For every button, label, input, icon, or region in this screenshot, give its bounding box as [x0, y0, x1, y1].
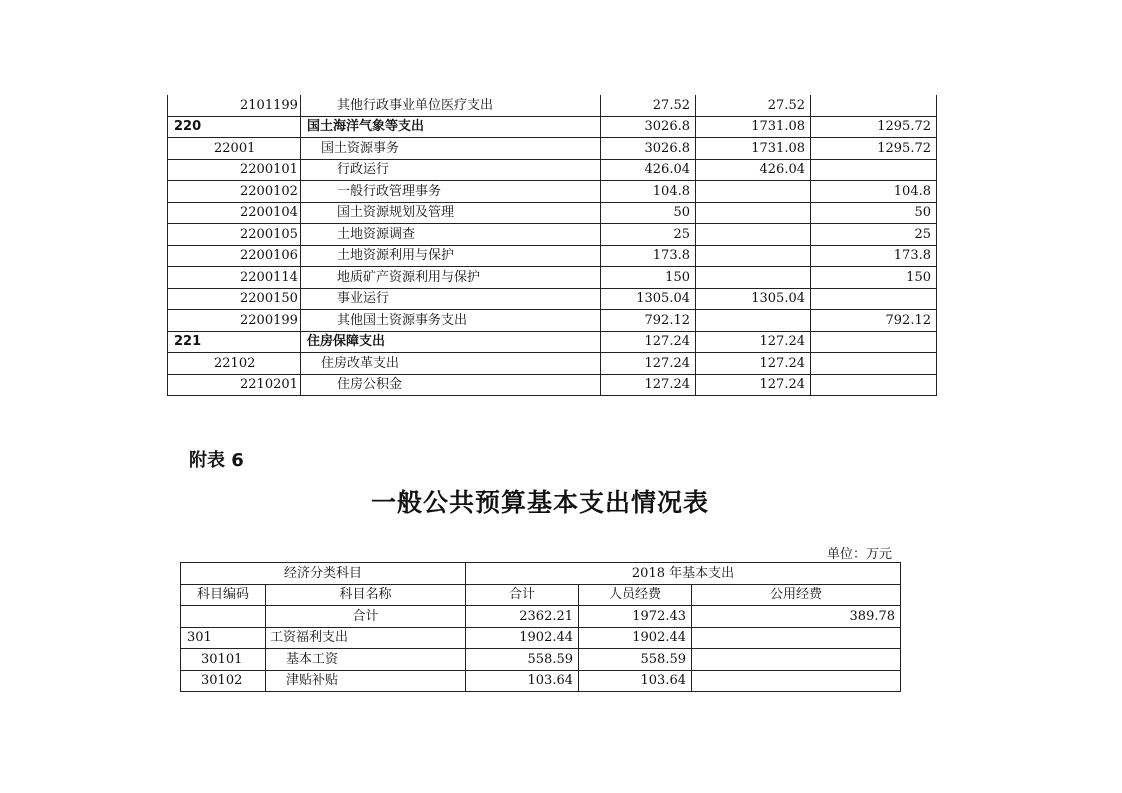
cell-total: 127.24 — [601, 374, 696, 396]
cell-total: 173.8 — [601, 245, 696, 267]
cell-project: 173.8 — [811, 245, 937, 267]
cell-public — [692, 627, 901, 649]
cell-total: 150 — [601, 267, 696, 289]
cell-code: 2200102 — [168, 181, 301, 203]
table-row — [168, 245, 937, 267]
cell-name: 国土海洋气象等支出 — [301, 116, 601, 138]
cell-public — [692, 670, 901, 692]
expenditure-table-continued — [167, 95, 937, 396]
total-row-total: 2362.21 — [466, 606, 579, 628]
cell-personnel: 1902.44 — [579, 627, 692, 649]
table-row — [168, 374, 937, 396]
cell-code: 2200199 — [168, 310, 301, 332]
cell-total: 50 — [601, 202, 696, 224]
cell-total: 1305.04 — [601, 288, 696, 310]
cell-basic: 127.24 — [696, 331, 811, 353]
cell-project — [811, 331, 937, 353]
cell-personnel: 558.59 — [579, 649, 692, 671]
table-header-row — [181, 584, 901, 606]
cell-total: 103.64 — [466, 670, 579, 692]
header-name: 科目名称 — [266, 584, 466, 606]
cell-basic: 127.24 — [696, 374, 811, 396]
cell-name: 国土资源事务 — [301, 138, 601, 160]
table-row — [168, 138, 937, 160]
cell-code: 220 — [168, 116, 301, 138]
cell-name: 土地资源调查 — [301, 224, 601, 246]
expenditure-table-body — [168, 95, 937, 396]
cell-name: 住房保障支出 — [301, 331, 601, 353]
cell-total: 1902.44 — [466, 627, 579, 649]
cell-name: 地质矿产资源利用与保护 — [301, 267, 601, 289]
cell-personnel: 103.64 — [579, 670, 692, 692]
cell-project — [811, 288, 937, 310]
table-row — [168, 95, 937, 116]
unit-label: 单位：万元 — [826, 547, 892, 562]
cell-name: 其他行政事业单位医疗支出 — [301, 95, 601, 116]
table-row — [168, 181, 937, 203]
header-total: 合计 — [466, 584, 579, 606]
total-row-code — [181, 606, 266, 628]
cell-total: 426.04 — [601, 159, 696, 181]
cell-project — [811, 374, 937, 396]
table-row — [181, 670, 901, 692]
cell-total: 25 — [601, 224, 696, 246]
header-public: 公用经费 — [692, 584, 901, 606]
cell-project: 1295.72 — [811, 116, 937, 138]
total-row — [181, 606, 901, 628]
cell-basic — [696, 267, 811, 289]
table-row — [181, 627, 901, 649]
cell-name: 行政运行 — [301, 159, 601, 181]
cell-total: 127.24 — [601, 331, 696, 353]
cell-code: 2200150 — [168, 288, 301, 310]
total-row-personnel: 1972.43 — [579, 606, 692, 628]
table-row — [181, 649, 901, 671]
table-row — [168, 159, 937, 181]
cell-total: 3026.8 — [601, 116, 696, 138]
cell-code: 2200104 — [168, 202, 301, 224]
cell-code: 2200106 — [168, 245, 301, 267]
cell-code: 221 — [168, 331, 301, 353]
cell-code: 2200114 — [168, 267, 301, 289]
cell-project — [811, 95, 937, 116]
cell-total: 104.8 — [601, 181, 696, 203]
cell-basic — [696, 245, 811, 267]
cell-code: 2200101 — [168, 159, 301, 181]
cell-project — [811, 159, 937, 181]
cell-name: 事业运行 — [301, 288, 601, 310]
cell-name: 国土资源规划及管理 — [301, 202, 601, 224]
header-economic-classification: 经济分类科目 — [181, 563, 466, 585]
cell-basic: 1731.08 — [696, 138, 811, 160]
cell-name: 土地资源利用与保护 — [301, 245, 601, 267]
basic-expenditure-table-body — [181, 563, 901, 692]
cell-basic: 127.24 — [696, 353, 811, 375]
table-row — [168, 288, 937, 310]
total-row-label: 合计 — [266, 606, 466, 628]
cell-basic — [696, 224, 811, 246]
cell-basic — [696, 181, 811, 203]
cell-name: 其他国土资源事务支出 — [301, 310, 601, 332]
cell-total: 558.59 — [466, 649, 579, 671]
table-header-group-row — [181, 563, 901, 585]
cell-code: 22102 — [168, 353, 301, 375]
cell-name: 住房公积金 — [301, 374, 601, 396]
cell-name: 一般行政管理事务 — [301, 181, 601, 203]
cell-name: 津贴补贴 — [266, 670, 466, 692]
cell-name: 住房改革支出 — [301, 353, 601, 375]
cell-total: 792.12 — [601, 310, 696, 332]
cell-project: 792.12 — [811, 310, 937, 332]
cell-code: 301 — [181, 627, 266, 649]
cell-project: 104.8 — [811, 181, 937, 203]
cell-project: 50 — [811, 202, 937, 224]
cell-name: 工资福利支出 — [266, 627, 466, 649]
table-row — [168, 224, 937, 246]
cell-total: 27.52 — [601, 95, 696, 116]
cell-basic: 1305.04 — [696, 288, 811, 310]
cell-project: 1295.72 — [811, 138, 937, 160]
cell-code: 2200105 — [168, 224, 301, 246]
header-code: 科目编码 — [181, 584, 266, 606]
cell-code: 30102 — [181, 670, 266, 692]
cell-code: 30101 — [181, 649, 266, 671]
cell-name: 基本工资 — [266, 649, 466, 671]
table-row — [168, 310, 937, 332]
cell-basic: 1731.08 — [696, 116, 811, 138]
cell-project: 25 — [811, 224, 937, 246]
table-row — [168, 267, 937, 289]
cell-total: 3026.8 — [601, 138, 696, 160]
page-title: 一般公共预算基本支出情况表 — [370, 488, 709, 517]
cell-code: 22001 — [168, 138, 301, 160]
table-row — [168, 116, 937, 138]
table-row — [168, 353, 937, 375]
cell-basic: 426.04 — [696, 159, 811, 181]
total-row-public: 389.78 — [692, 606, 901, 628]
cell-total: 127.24 — [601, 353, 696, 375]
appendix-label: 附表 6 — [189, 450, 244, 471]
header-basic-expenditure-year: 2018 年基本支出 — [466, 563, 901, 585]
cell-code: 2101199 — [168, 95, 301, 116]
cell-public — [692, 649, 901, 671]
cell-project — [811, 353, 937, 375]
header-personnel: 人员经费 — [579, 584, 692, 606]
cell-basic — [696, 202, 811, 224]
basic-expenditure-table — [180, 562, 901, 692]
cell-code: 2210201 — [168, 374, 301, 396]
cell-basic: 27.52 — [696, 95, 811, 116]
table-row — [168, 331, 937, 353]
table-row — [168, 202, 937, 224]
cell-basic — [696, 310, 811, 332]
cell-project: 150 — [811, 267, 937, 289]
